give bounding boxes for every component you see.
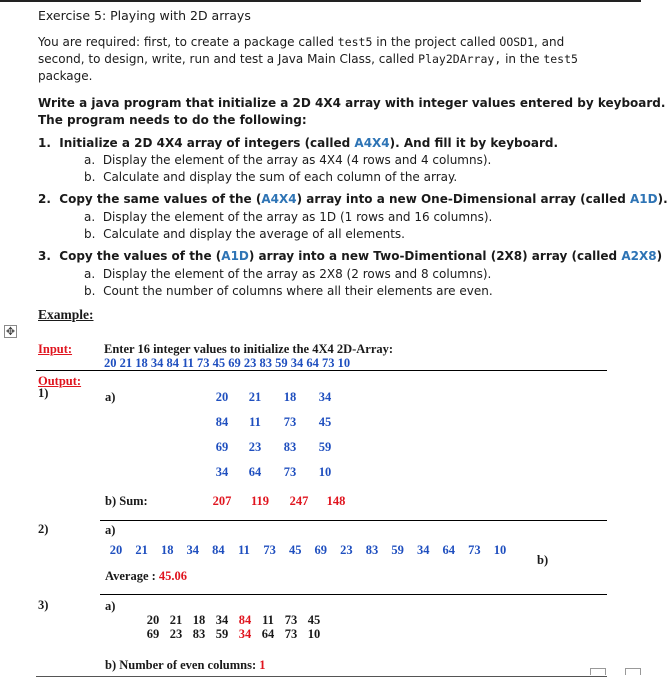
task-item-3 [38, 249, 662, 263]
sub-text: Display the element of the array as 4X4 (4 rows and 4 columns). [102, 153, 492, 167]
sub-text: Display the element of the array as 1D (1 rows and 16 columns). [102, 210, 493, 224]
average-label: Average : [105, 569, 159, 583]
part3-label: 3) [38, 598, 49, 612]
matrix-2x8-cell: 18 [192, 613, 206, 627]
sub-letter: b. [84, 170, 96, 184]
array-1d-cell: 23 [340, 543, 353, 557]
divider [36, 676, 607, 677]
array-1d-cell: 18 [160, 543, 174, 557]
matrix-cell: 73 [283, 415, 297, 429]
intro-text: You are required: first, to create a package called [38, 35, 338, 49]
array-name: A2X8 [621, 249, 657, 263]
matrix-cell: 69 [215, 440, 229, 454]
matrix-2x8-cell: 10 [307, 627, 321, 641]
item-number: 1. [38, 136, 51, 150]
matrix-2x8-cell: 20 [146, 613, 160, 627]
matrix-cell: 21 [248, 390, 262, 404]
average-line [105, 569, 187, 584]
matrix-cell: 59 [318, 440, 332, 454]
matrix-2x8-cell: 73 [284, 613, 298, 627]
item-text: ) [656, 249, 663, 263]
column-sum: 207 [212, 494, 232, 508]
matrix-2x8-cell: 83 [192, 627, 206, 641]
input-prompt: Enter 16 integer values to initialize the 4X4 2D-Array: [104, 342, 394, 356]
input-label: Input: [38, 342, 73, 356]
item-text: ). [657, 192, 668, 206]
matrix-cell: 18 [283, 390, 297, 404]
array-name: A4X4 [261, 192, 297, 206]
matrix-cell: 20 [215, 390, 229, 404]
part1-b-label: b) Sum: [105, 494, 148, 508]
sub-text: Count the number of columns where all their elements are even. [103, 284, 493, 298]
average-value: 45.06 [158, 569, 188, 583]
array-1d-cell: 10 [493, 543, 507, 557]
item-text: Copy the values of the ( [59, 249, 222, 263]
item-text: Initialize a 2D 4X4 array of integers (called [59, 136, 355, 150]
matrix-cell: 64 [248, 465, 262, 479]
sub-letter: a. [84, 210, 96, 224]
item-number: 2. [38, 192, 51, 206]
part1-label: 1) [38, 386, 49, 400]
matrix-2x8-cell: 64 [261, 627, 275, 641]
matrix-cell: 73 [283, 465, 297, 479]
item-text: ). And fill it by keyboard. [389, 136, 559, 150]
output-label: Output: [38, 374, 82, 388]
task-item-3b [84, 284, 493, 298]
column-sum: 148 [326, 494, 346, 508]
part1-a-label: a) [105, 390, 116, 404]
array-1d-cell: 20 [109, 543, 123, 557]
matrix-cell: 23 [248, 440, 262, 454]
even-columns-line [105, 658, 266, 673]
exercise-title: Exercise 5: Playing with 2D arrays [38, 8, 251, 23]
part2-label: 2) [38, 522, 49, 536]
class-code: Play2DArray, [418, 52, 502, 66]
matrix-2x8-cell: 34 [238, 627, 252, 641]
intro-line-2 [38, 52, 578, 66]
matrix-2x8-cell: 59 [215, 627, 229, 641]
move-handle-icon[interactable]: ✥ [5, 325, 16, 338]
array-1d-cell: 34 [186, 543, 200, 557]
matrix-2x8-cell: 34 [215, 613, 229, 627]
sub-letter: a. [84, 267, 96, 281]
item-text: Copy the same values of the ( [59, 192, 262, 206]
intro-line-3: package. [38, 69, 93, 83]
task-line-2: The program needs to do the following: [38, 113, 307, 127]
page-corner [625, 668, 641, 675]
matrix-cell: 10 [318, 465, 332, 479]
divider [100, 594, 607, 595]
array-1d-cell: 34 [416, 543, 430, 557]
matrix-cell: 45 [318, 415, 332, 429]
matrix-cell: 34 [215, 465, 229, 479]
matrix-cell: 34 [318, 390, 332, 404]
divider [36, 370, 607, 371]
task-item-1b [84, 170, 457, 184]
array-1d-cell: 45 [288, 543, 302, 557]
matrix-2x8-cell: 21 [169, 613, 183, 627]
matrix-cell: 84 [215, 415, 229, 429]
part2-a-label: a) [105, 523, 116, 537]
task-item-1a [84, 153, 491, 167]
project-code: OOSD1 [499, 35, 535, 49]
part2-b-label: b) [537, 553, 549, 567]
example-heading: Example: [38, 307, 94, 322]
array-1d-cell: 64 [442, 543, 456, 557]
package-code: test5 [337, 35, 373, 49]
column-sum: 119 [250, 494, 270, 508]
matrix-2x8-cell: 69 [146, 627, 160, 641]
array-1d-cell: 21 [135, 543, 148, 557]
matrix-2x8-cell: 73 [284, 627, 298, 641]
task-item-3a [84, 267, 491, 281]
task-line-1: Write a java program that initialize a 2D 4X4 array with integer values entered by keyboard. [38, 96, 666, 110]
array-name: A4X4 [354, 136, 390, 150]
array-1d-cell: 83 [365, 543, 379, 557]
task-item-2a [84, 210, 492, 224]
sub-letter: b. [84, 227, 96, 241]
array-1d-cell: 73 [263, 543, 276, 557]
intro-text: , and [534, 35, 565, 49]
intro-line-1 [38, 35, 564, 49]
matrix-2x8-cell: 45 [307, 613, 321, 627]
even-columns-label: b) Number of even columns: [105, 658, 260, 672]
item-text: ) array into a new One-Dimensional array (called [296, 192, 630, 206]
array-1d-cell: 11 [238, 543, 250, 557]
matrix-2x8-cell: 84 [238, 613, 252, 627]
sub-text: Calculate and display the sum of each column of the array. [103, 170, 458, 184]
array-name: A1D [221, 249, 249, 263]
input-values: 20 21 18 34 84 11 73 45 69 23 83 59 34 64 73 10 [104, 356, 351, 370]
item-number: 3. [38, 249, 51, 263]
sub-text: Display the element of the array as 2X8 (2 rows and 8 columns). [102, 267, 492, 281]
task-item-2 [38, 192, 668, 206]
intro-text: in the project called [372, 35, 500, 49]
sub-letter: a. [84, 153, 96, 167]
matrix-2x8-cell: 23 [169, 627, 183, 641]
part3-a-label: a) [105, 599, 116, 613]
array-1d-cell: 73 [468, 543, 481, 557]
array-1d-cell: 84 [212, 543, 225, 557]
divider [100, 520, 607, 521]
item-text: ) array into a new Two-Dimentional (2X8) array (called [248, 249, 622, 263]
intro-text: second, to design, write, run and test a Java Main Class, called [38, 52, 419, 66]
page-corner [590, 668, 606, 675]
package-code: test5 [543, 52, 578, 66]
matrix-2x8-cell: 11 [262, 613, 274, 627]
sub-letter: b. [84, 284, 96, 298]
array-1d-cell: 59 [391, 543, 404, 557]
sub-text: Calculate and display the average of all elements. [103, 227, 405, 241]
even-columns-value: 1 [259, 658, 266, 672]
array-name: A1D [630, 192, 658, 206]
intro-text: in the [501, 52, 544, 66]
matrix-cell: 11 [249, 415, 261, 429]
task-item-1 [38, 136, 558, 150]
array-1d-cell: 69 [314, 543, 328, 557]
page-top-border [0, 0, 641, 2]
matrix-cell: 83 [283, 440, 297, 454]
task-item-2b [84, 227, 405, 241]
column-sum: 247 [289, 494, 309, 508]
